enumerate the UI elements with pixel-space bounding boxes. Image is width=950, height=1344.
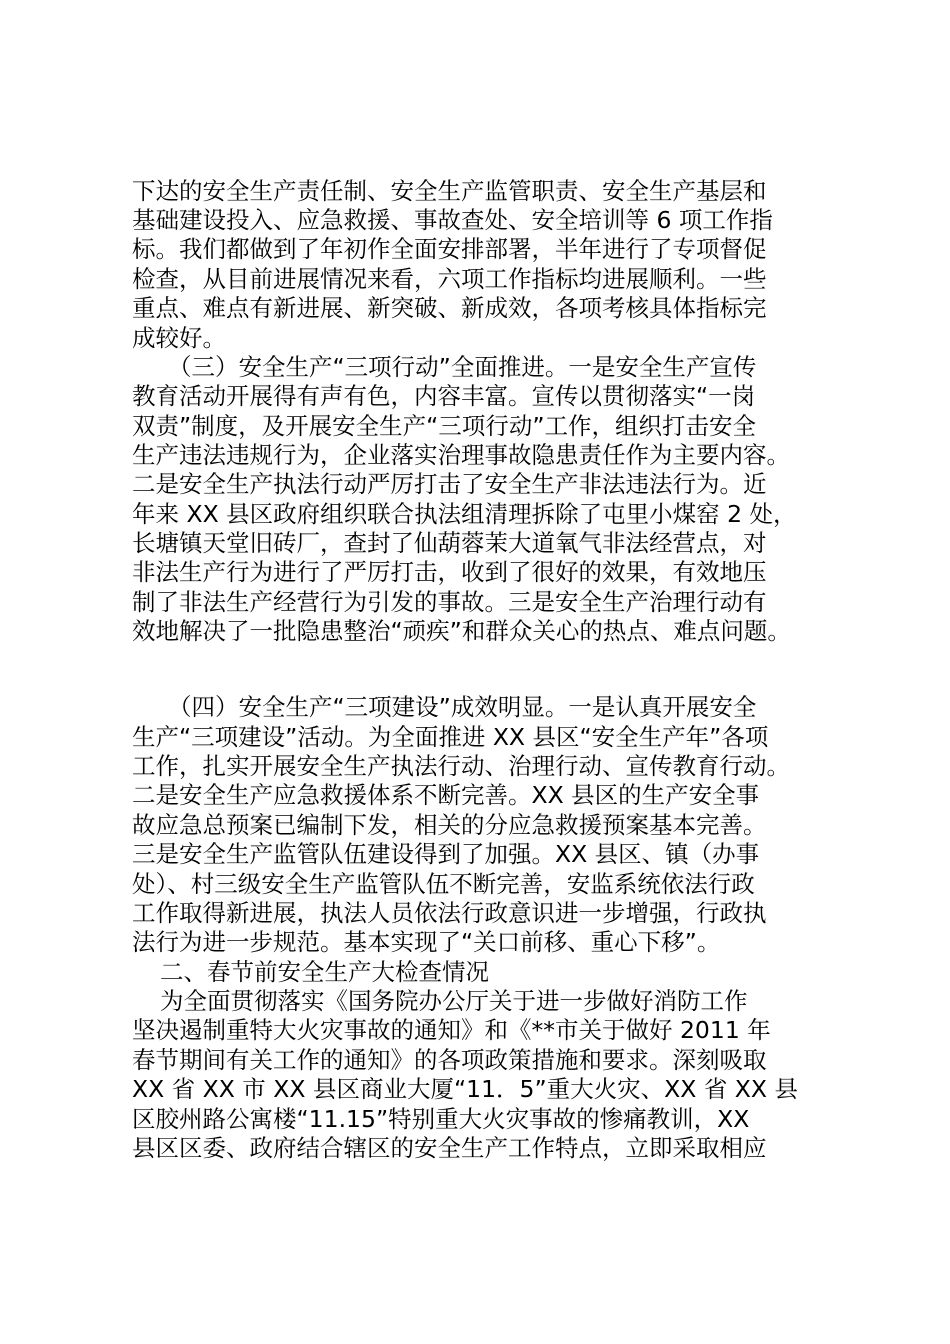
text-line: 教育活动开展得有声有色，内容丰富。宣传以贯彻落实“一岗 (132, 382, 756, 410)
text-line: 生产违法违规行为，企业落实治理事故隐患责任作为主要内容。 (132, 441, 790, 469)
text-line: 制了非法生产经营行为引发的事故。三是安全生产治理行动有 (132, 588, 767, 616)
section-heading: 二、春节前安全生产大检查情况 (160, 958, 489, 986)
text-line: 故应急总预案已编制下发，相关的分应急救援预案基本完善。 (132, 811, 767, 839)
text-line: 工作，扎实开展安全生产执法行动、治理行动、宣传教育行动。 (132, 752, 790, 780)
text-line: 标。我们都做到了年初作全面安排部署，半年进行了专项督促 (132, 235, 767, 263)
text-line: 为全面贯彻落实《国务院办公厅关于进一步做好消防工作 (160, 987, 748, 1015)
text-line: 双责”制度，及开展安全生产“三项行动”工作，组织打击安全 (132, 412, 757, 440)
text-line: 效地解决了一批隐患整治“顽疾”和群众关心的热点、难点问题。 (132, 617, 791, 645)
text-line: 非法生产行为进行了严厉打击，收到了很好的效果，有效地压 (132, 558, 767, 586)
text-line: 成较好。 (132, 324, 226, 352)
text-line: 二是安全生产应急救援体系不断完善。XX 县区的生产安全事 (132, 781, 760, 809)
text-line: 检查，从目前进展情况来看，六项工作指标均进展顺利。一些 (132, 265, 767, 293)
text-line: 长塘镇天堂旧砖厂，查封了仙葫蓉茉大道氧气非法经营点，对 (132, 529, 767, 557)
text-line: 年来 XX 县区政府组织联合执法组清理拆除了屯里小煤窑 2 处， (132, 500, 797, 528)
text-line: 法行为进一步规范。基本实现了“关口前移、重心下移”。 (132, 928, 721, 956)
text-line: 重点、难点有新进展、新突破、新成效，各项考核具体指标完 (132, 294, 767, 322)
text-line: 坚决遏制重特大火灾事故的通知》和《**市关于做好 2011 年 (132, 1016, 771, 1044)
text-line: （四）安全生产“三项建设”成效明显。一是认真开展安全 (168, 693, 757, 721)
text-line: （三）安全生产“三项行动”全面推进。一是安全生产宣传 (168, 353, 757, 381)
text-line: 县区区委、政府结合辖区的安全生产工作特点，立即采取相应 (132, 1134, 767, 1162)
text-line: 下达的安全生产责任制、安全生产监管职责、安全生产基层和 (132, 177, 767, 205)
text-line: 春节期间有关工作的通知》的各项政策措施和要求。深刻吸取 (132, 1046, 767, 1074)
text-line: XX 省 XX 市 XX 县区商业大厦“11．5”重大火灾、XX 省 XX 县 (132, 1075, 798, 1103)
text-line: 处）、村三级安全生产监管队伍不断完善，安监系统依法行政 (132, 870, 755, 898)
text-line: 工作取得新进展，执法人员依法行政意识进一步增强，行政执 (132, 899, 767, 927)
text-line: 二是安全生产执法行动严厉打击了安全生产非法违法行为。近 (132, 470, 767, 498)
text-line: 生产“三项建设”活动。为全面推进 XX 县区“安全生产年”各项 (132, 723, 769, 751)
text-line: 区胶州路公寓楼“11.15”特别重大火灾事故的惨痛教训，XX (132, 1105, 750, 1133)
text-line: 基础建设投入、应急救援、事故查处、安全培训等 6 项工作指 (132, 206, 773, 234)
text-line: 三是安全生产监管队伍建设得到了加强。XX 县区、镇（办事 (132, 840, 760, 868)
